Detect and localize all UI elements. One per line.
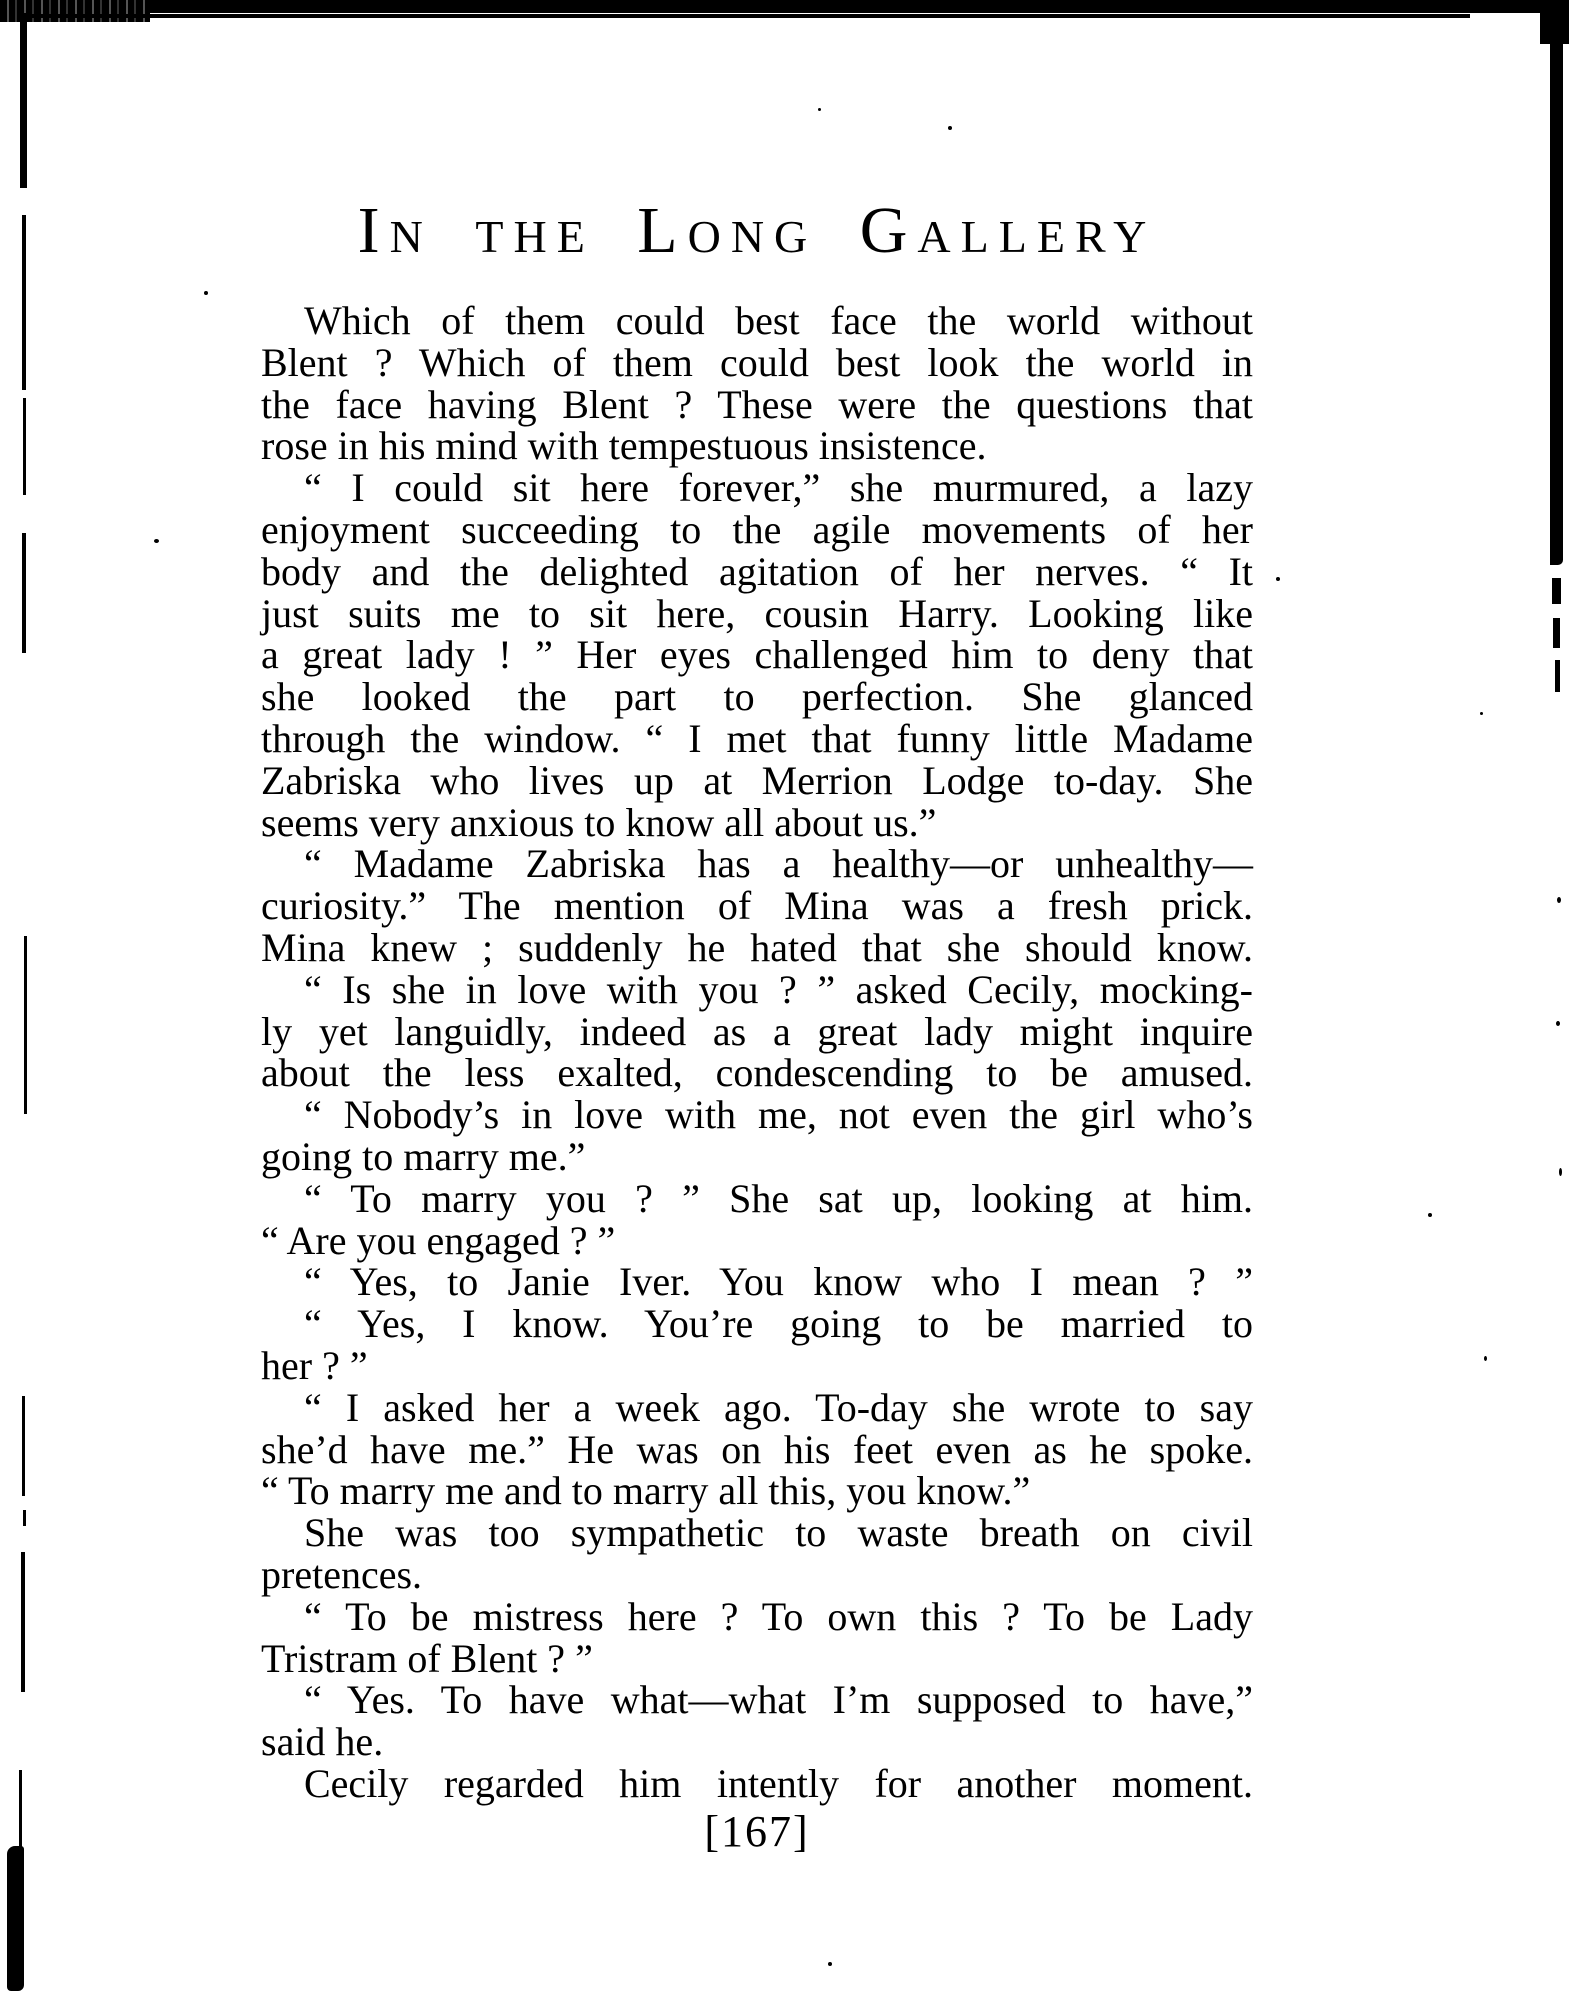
text-line: Cecily regarded him intently for another moment. <box>304 1760 1253 1806</box>
text-line: She was too sympathetic to waste breath on civil <box>304 1510 1253 1556</box>
scan-artifact-dot <box>154 539 159 543</box>
scan-artifact-left-rule <box>21 1552 25 1692</box>
scan-artifact-left-rule <box>20 13 27 188</box>
scan-artifact-dot <box>1556 1021 1560 1026</box>
text-line: Tristram of Blent ? ” <box>261 1635 593 1681</box>
text-line: “ Are you engaged ? ” <box>261 1217 616 1263</box>
text-line: going to marry me.” <box>261 1133 586 1179</box>
text-line: body and the delighted agitation of her nerves. “ It <box>261 548 1253 594</box>
scan-artifact-top-bar <box>0 0 1569 13</box>
text-line: a great lady ! ” Her eyes challenged him to deny that <box>261 632 1253 678</box>
text-line: “ Yes. To have what—what I’m supposed to have,” <box>304 1677 1253 1723</box>
text-line: “ I could sit here forever,” she murmured, a lazy <box>304 465 1253 511</box>
text-line: she looked the part to perfection. She glanced <box>261 674 1253 720</box>
text-line: enjoyment succeeding to the agile movements of her <box>261 506 1253 552</box>
scan-artifact-left-rule <box>22 215 26 390</box>
scan-artifact-left-rule <box>22 1396 25 1496</box>
scan-artifact-dot <box>1480 712 1483 715</box>
scan-artifact-top-line <box>25 14 1470 18</box>
text-line: Which of them could best face the world without <box>304 298 1253 343</box>
text-line: “ Yes, I know. You’re going to be married to <box>304 1301 1253 1347</box>
text-line: Zabriska who lives up at Merrion Lodge to-day. She <box>261 757 1253 803</box>
scan-artifact-dot <box>1559 1168 1562 1176</box>
scan-artifact-right-bar <box>1550 10 1563 565</box>
text-line: “ I asked her a week ago. To-day she wrote to say <box>304 1384 1253 1430</box>
text-line: she’d have me.” He was on his feet even as he spoke. <box>261 1426 1253 1472</box>
scan-artifact-dot <box>818 108 821 111</box>
scan-artifact-left-rule <box>19 1770 22 1850</box>
text-line: “ Yes, to Janie Iver. You know who I mean ? ” <box>304 1259 1253 1305</box>
scan-artifact-right-bar-fragment <box>1552 578 1561 604</box>
text-line: “ To marry me and to marry all this, you know.” <box>261 1468 1031 1514</box>
scan-artifact-dot <box>1557 897 1561 903</box>
text-line: about the less exalted, condescending to be amused. <box>261 1050 1253 1096</box>
scan-artifact-left-rule <box>22 533 26 653</box>
scan-artifact-left-rule <box>24 936 27 1114</box>
text-line: ly yet languidly, indeed as a great lady might inquire <box>261 1008 1253 1054</box>
text-line: said he. <box>261 1719 384 1765</box>
text-line: curiosity.” The mention of Mina was a fresh prick. <box>261 883 1253 929</box>
text-line: pretences. <box>261 1551 423 1597</box>
text-line: “ Madame Zabriska has a healthy—or unhealthy— <box>304 841 1253 887</box>
text-line: seems very anxious to know all about us.” <box>261 799 937 845</box>
text-line: her ? ” <box>261 1342 368 1388</box>
text-line: “ Nobody’s in love with me, not even the girl who’s <box>304 1092 1253 1138</box>
text-line: “ To marry you ? ” She sat up, looking at him. <box>304 1175 1253 1221</box>
scan-artifact-dot <box>1484 1356 1487 1361</box>
scan-artifact-right-bar-fragment <box>1555 660 1560 692</box>
scan-artifact-dot <box>828 1962 832 1966</box>
scan-artifact-dot <box>204 291 208 295</box>
page-number: [167] <box>704 1807 810 1856</box>
text-line: “ To be mistress here ? To own this ? To be Lady <box>304 1593 1253 1639</box>
text-line: “ Is she in love with you ? ” asked Cecily, mocking- <box>304 966 1253 1012</box>
text-line: just suits me to sit here, cousin Harry. Looking like <box>261 590 1253 636</box>
text-line: Blent ? Which of them could best look the world in <box>261 339 1253 385</box>
scan-artifact-ink-blob <box>7 1846 24 1991</box>
scan-artifact-left-rule <box>23 398 26 495</box>
page-title: In the Long Gallery <box>357 194 1157 267</box>
text-line: through the window. “ I met that funny little Madame <box>261 715 1253 761</box>
scan-artifact-dot <box>1428 1213 1432 1217</box>
text-line: the face having Blent ? These were the questions that <box>261 381 1253 427</box>
text-line: Mina knew ; suddenly he hated that she should know. <box>261 924 1253 970</box>
page-body-text <box>261 300 1253 1805</box>
scan-artifact-right-bar-fragment <box>1553 618 1560 648</box>
scan-artifact-dot <box>948 126 952 130</box>
scan-artifact-left-rule <box>23 1510 26 1526</box>
text-line: rose in his mind with tempestuous insistence. <box>261 423 987 469</box>
scan-artifact-dot <box>1276 577 1280 581</box>
